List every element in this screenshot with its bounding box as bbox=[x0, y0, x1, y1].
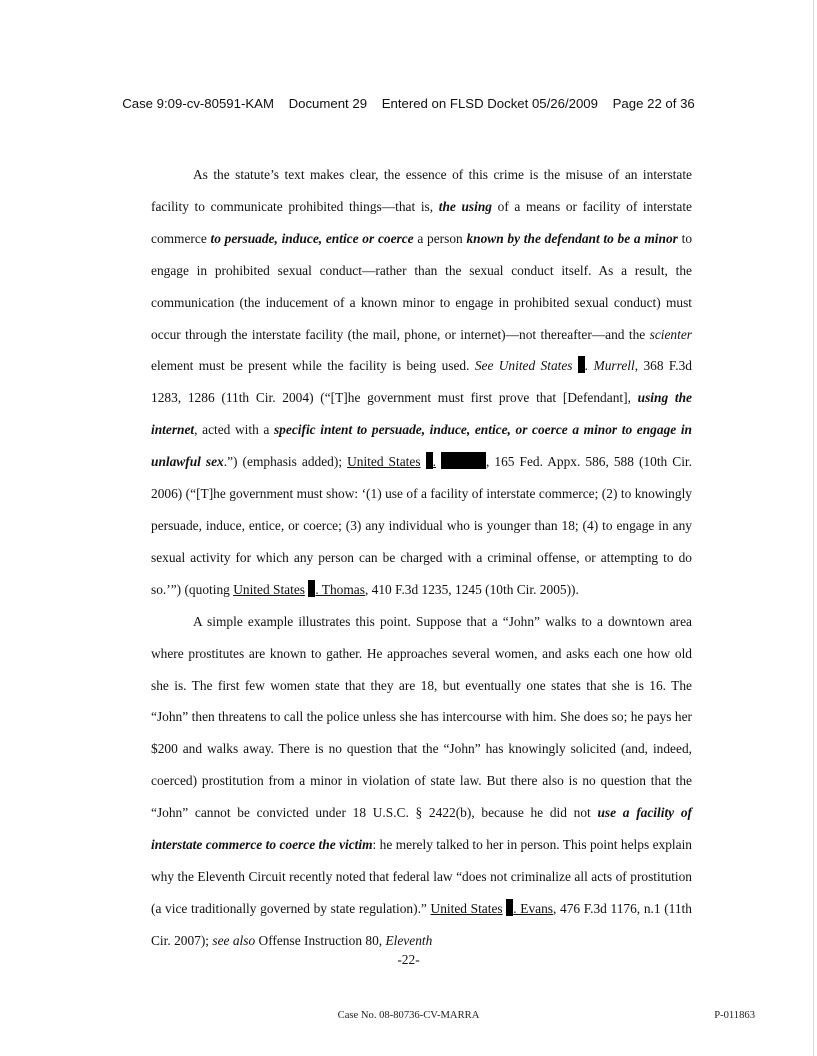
paragraph-example: A simple example illustrates this point. Suppose that a “John” walks to a downtown area where prostitutes are known to gather. He approaches several women, and asks each one how old she is. The first few women state that they are 18, but eventually one states that she is 16. The “John” then threatens to call the police unless she has intercourse with him. She does so; he pays her $200 and walks away. There is no question that the “John” has knowingly solicited (and, indeed, coerced) prostitution from a minor in violation of state law. But there also is no question that the “John” cannot be convicted under 18 U.S.C. § 2422(b), because he did not use a facility of interstate commerce to coerce the victim: he merely talked to her in person. This point helps explain why the Eleventh Circuit recently noted that federal law “does not criminalize all acts of prostitution (a vice traditionally governed by state regulation).” United States . Evans, 476 F.3d 1176, n.1 (11th Cir. 2007); see also Offense Instruction 80, Eleventh bbox=[151, 613, 692, 948]
redaction-bar bbox=[441, 452, 486, 469]
redaction-bar bbox=[426, 452, 433, 469]
page-edge-line bbox=[813, 0, 814, 1056]
header-entered-docket: Entered on FLSD Docket 05/26/2009 bbox=[381, 96, 598, 111]
redaction-bar bbox=[578, 356, 585, 373]
body-text bbox=[151, 159, 692, 957]
footer-bates-number: P-011863 bbox=[714, 1010, 755, 1021]
header-document-number: Document 29 bbox=[288, 96, 368, 111]
header-case-number: Case 9:09-cv-80591-KAM bbox=[122, 96, 274, 111]
docket-header bbox=[0, 96, 817, 111]
paragraph-statute: As the statute’s text makes clear, the essence of this crime is the misuse of an interstate facility to communicate prohibited things—that is, the using of a means or facility of interstate commerce to persuade, induce, entice or coerce a person known by the defendant to be a minor to engage in prohibited sexual conduct—rather than the sexual conduct itself. As a result, the communication (the inducement of a known minor to engage in prohibited sexual conduct) must occur through the interstate facility (the mail, phone, or internet)—not thereafter—and the scienter element must be present while the facility is being used. See United States . Murrell, 368 F.3d 1283, 1286 (11th Cir. 2004) (“[T]he government must first prove that [Defendant], using the internet, acted with a specific intent to persuade, induce, entice, or coerce a minor to engage in unlawful sex.”) (emphasis added); United States . , 165 Fed. Appx. 586, 588 (10th Cir. 2006) (“[T]he government must show: ‘(1) use of a facility of interstate commerce; (2) to knowingly persuade, induce, entice, or coerce; (3) any individual who is younger than 18; (4) to engage in any sexual activity for which any person can be charged with a criminal offense, or attempting to do so.’”) (quoting United States . Thomas, 410 F.3d 1235, 1245 (10th Cir. 2005)). bbox=[151, 167, 693, 597]
footer-case-number: Case No. 08-80736-CV-MARRA bbox=[337, 1010, 480, 1021]
header-page-count: Page 22 of 36 bbox=[612, 96, 695, 111]
page-number: -22- bbox=[397, 952, 420, 967]
